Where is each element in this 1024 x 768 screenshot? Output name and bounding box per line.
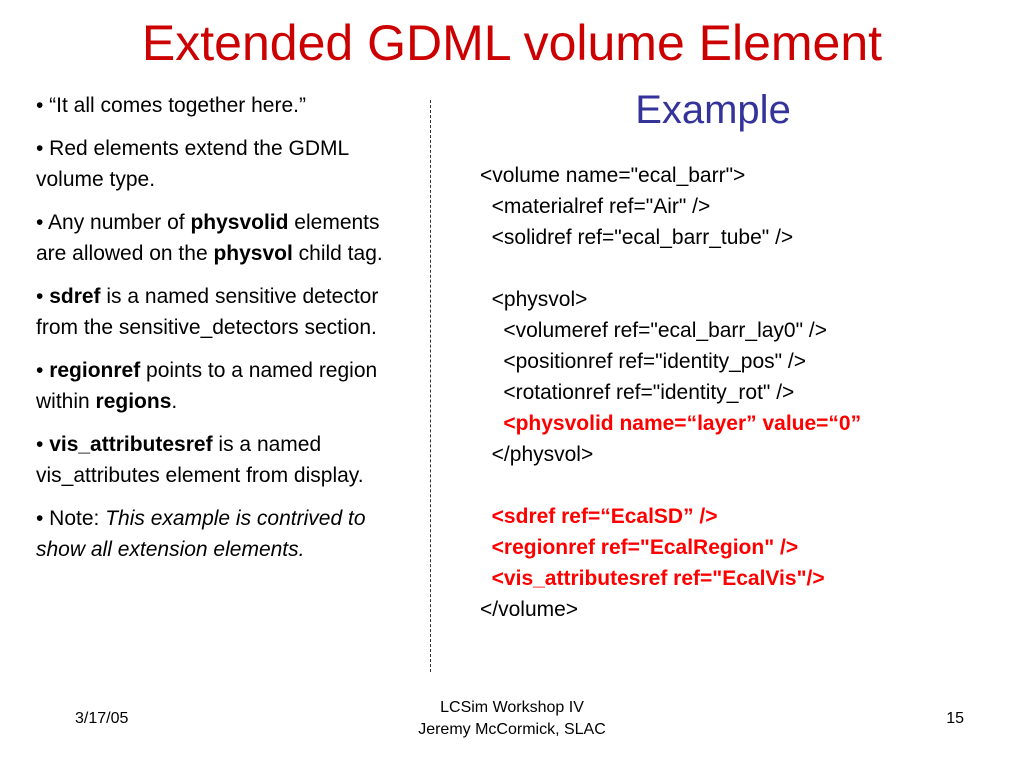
bullet-text: physvol xyxy=(213,242,293,265)
code-line: <rotationref ref="identity_rot" /> xyxy=(480,381,795,404)
code-example xyxy=(480,160,1000,625)
footer-workshop: LCSim Workshop IV xyxy=(440,699,584,716)
bullet-text: • xyxy=(36,433,50,456)
code-line: <materialref ref="Air" /> xyxy=(480,195,711,218)
code-line xyxy=(480,470,1000,501)
column-divider xyxy=(430,100,431,672)
page-number: 15 xyxy=(946,710,964,727)
bullet-text: is a named vis_attributes element from display. xyxy=(36,433,364,487)
code-line: </volume> xyxy=(480,598,579,621)
code-line: <positionref ref="identity_pos" /> xyxy=(480,350,807,373)
bullet-text: • xyxy=(36,285,50,308)
code-line-extension: <vis_attributesref ref="EcalVis"/> xyxy=(480,567,825,590)
bullet-text: . xyxy=(171,390,178,413)
slide-subtitle: Example xyxy=(635,88,791,132)
bullet-text: elements are allowed on the xyxy=(36,211,380,265)
bullet-text: This example is contrived to show all extension elements. xyxy=(36,507,366,561)
code-line xyxy=(480,253,1000,284)
footer-center xyxy=(362,697,662,741)
bullet-item xyxy=(36,90,396,121)
footer-date: 3/17/05 xyxy=(75,710,129,727)
code-line: <physvol> xyxy=(480,288,588,311)
bullet-text: physvolid xyxy=(190,211,289,234)
code-line: <solidref ref="ecal_barr_tube" /> xyxy=(480,226,794,249)
bullet-text: • Red elements extend the GDML volume type. xyxy=(36,137,349,191)
bullet-text: is a named sensitive detector from the sensitive_detectors section. xyxy=(36,285,379,339)
code-line: <volumeref ref="ecal_barr_lay0" /> xyxy=(480,319,828,342)
bullet-text: regions xyxy=(95,390,172,413)
code-line: </physvol> xyxy=(480,443,594,466)
bullet-text: sdref xyxy=(49,285,101,308)
slide-title: Extended GDML volume Element xyxy=(141,15,883,71)
bullet-item xyxy=(36,429,396,491)
bullet-text: • Note: xyxy=(36,507,106,530)
bullet-text: • xyxy=(36,359,50,382)
bullet-text: child tag. xyxy=(292,242,383,265)
bullet-text: • “It all comes together here.” xyxy=(36,94,306,117)
bullet-text: regionref xyxy=(49,359,141,382)
bullet-item xyxy=(36,503,396,565)
bullet-item xyxy=(36,355,396,417)
code-line-extension: <regionref ref="EcalRegion" /> xyxy=(480,536,799,559)
bullet-list xyxy=(36,90,396,577)
bullet-text: vis_attributesref xyxy=(49,433,213,456)
bullet-text: • Any number of xyxy=(36,211,191,234)
code-line-extension: <physvolid name=“layer” value=“0” xyxy=(480,412,862,435)
code-line-extension: <sdref ref=“EcalSD” /> xyxy=(480,505,718,528)
bullet-item xyxy=(36,281,396,343)
bullet-item xyxy=(36,207,396,269)
bullet-text: points to a named region within xyxy=(36,359,378,413)
code-line: <volume name="ecal_barr"> xyxy=(480,164,746,187)
footer-author: Jeremy McCormick, SLAC xyxy=(418,721,606,738)
bullet-item xyxy=(36,133,396,195)
